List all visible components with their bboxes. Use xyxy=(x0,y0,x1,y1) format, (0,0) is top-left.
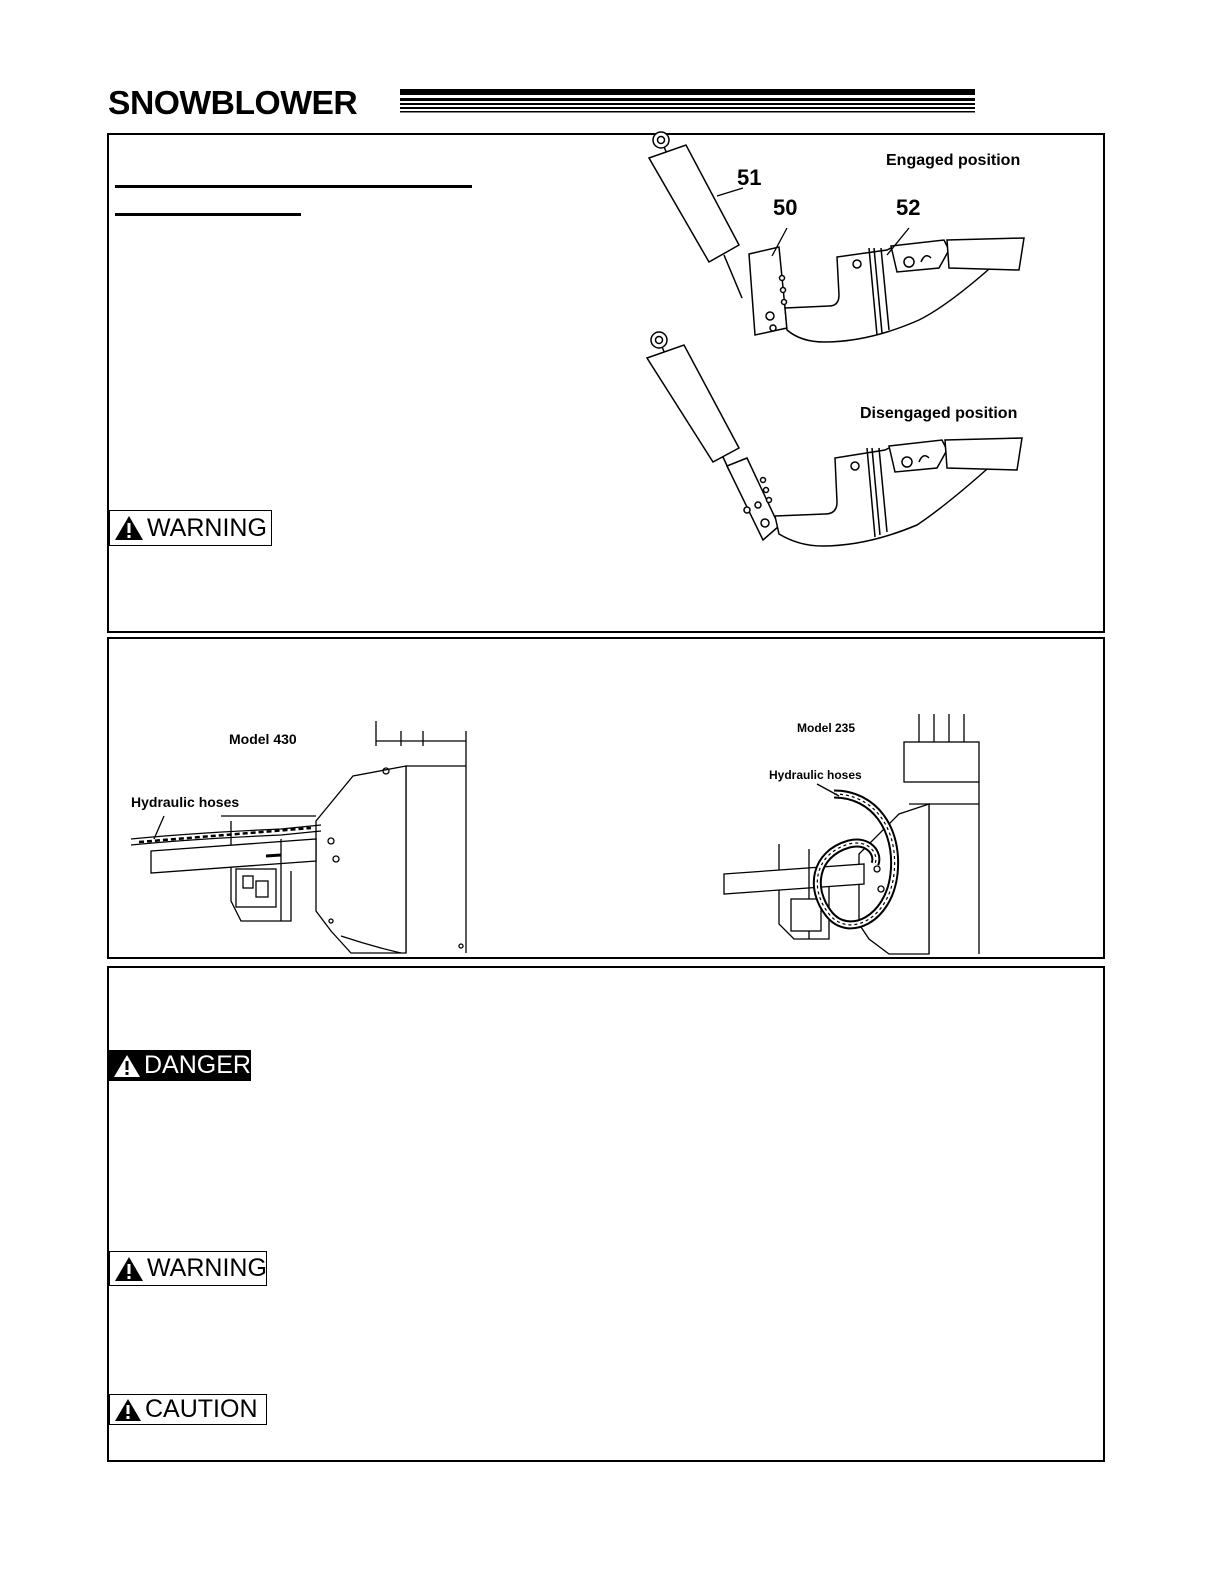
hydraulic-hoses-label-right: Hydraulic hoses xyxy=(769,768,862,782)
callout-51: 51 xyxy=(737,165,762,190)
hydraulic-hoses-panel xyxy=(107,637,1105,959)
hydraulic-hoses-label-left: Hydraulic hoses xyxy=(131,794,240,810)
page-title: SNOWBLOWER xyxy=(108,84,358,121)
danger-badge xyxy=(109,1050,251,1081)
warning-badge xyxy=(109,510,272,546)
model-235-hose-diagram xyxy=(699,714,989,959)
warning-badge-label: WARNING xyxy=(147,513,267,542)
callout-52: 52 xyxy=(896,195,921,220)
heading-underline-2 xyxy=(115,213,301,216)
heading-underline-1 xyxy=(115,185,472,188)
hoses-leader-left xyxy=(149,814,169,844)
warning-badge-2 xyxy=(109,1251,267,1286)
safety-messages-panel xyxy=(107,966,1105,1462)
clutch-diagram xyxy=(619,130,1099,550)
danger-triangle-icon xyxy=(113,1054,141,1078)
danger-badge-label: DANGER xyxy=(144,1051,251,1079)
warning-triangle-icon xyxy=(114,1256,144,1282)
caution-triangle-icon xyxy=(114,1398,142,1422)
warning-badge-2-label: WARNING xyxy=(147,1254,267,1282)
model-235-label: Model 235 xyxy=(797,721,856,735)
callout-50: 50 xyxy=(773,195,798,220)
model-430-hose-diagram xyxy=(131,721,471,956)
clutch-position-panel xyxy=(107,133,1105,633)
warning-triangle-icon xyxy=(114,515,144,541)
disengaged-position-label: Disengaged position xyxy=(860,405,1018,422)
caution-badge xyxy=(109,1394,267,1425)
model-430-label: Model 430 xyxy=(229,731,297,747)
engaged-position-label: Engaged position xyxy=(886,152,1021,169)
cylinder-disengaged xyxy=(647,332,739,470)
header-rule-lines xyxy=(400,89,975,117)
cylinder-engaged xyxy=(649,132,742,298)
caution-badge-label: CAUTION xyxy=(145,1395,258,1423)
